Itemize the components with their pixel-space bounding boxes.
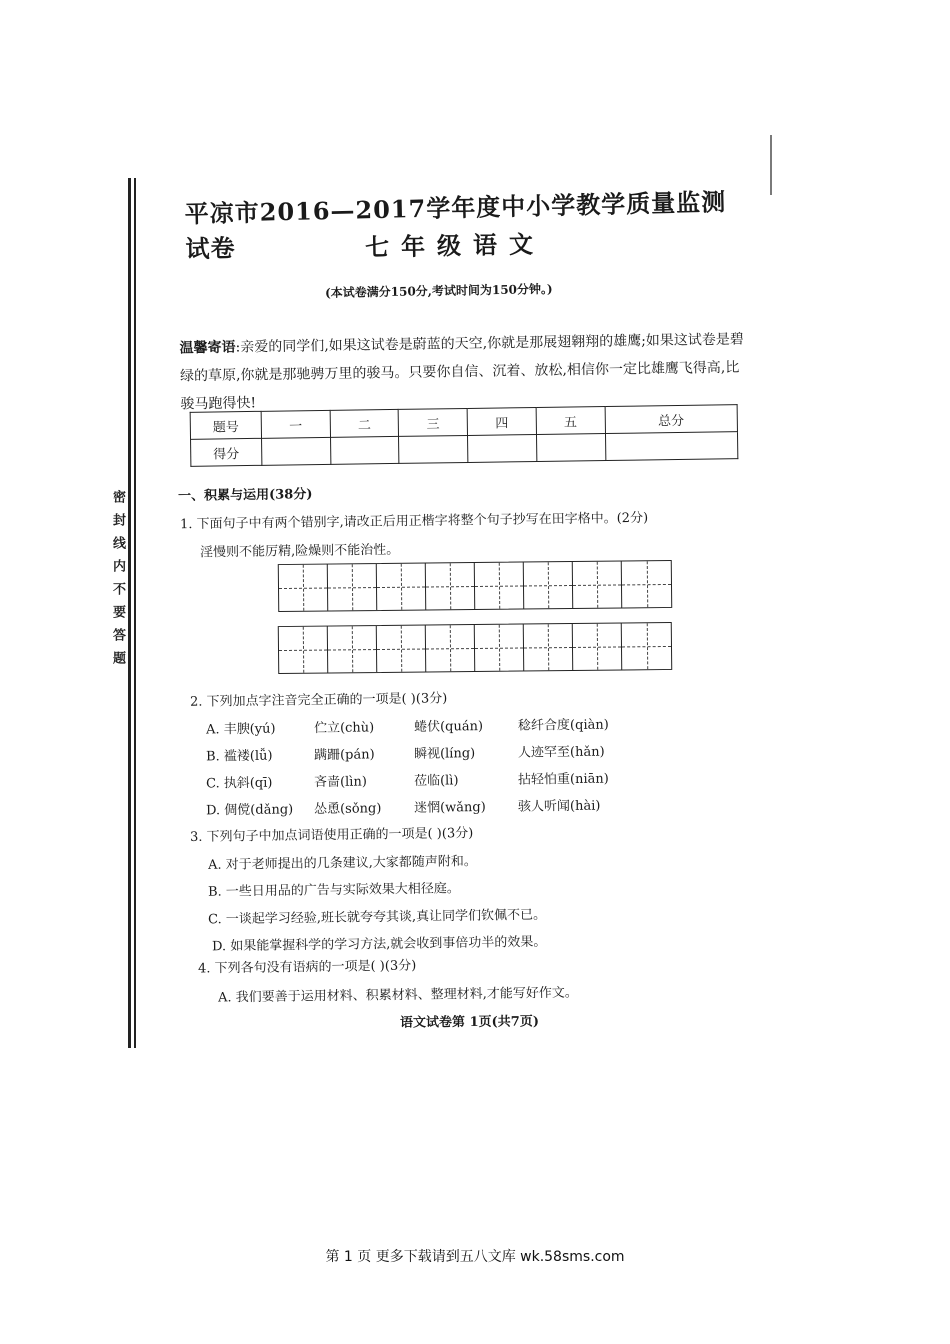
grid-cell[interactable] xyxy=(377,626,426,673)
q2-b-1: B. 褴褛(lǚ) xyxy=(205,748,273,765)
score-table xyxy=(190,404,739,467)
q2-b-4: 人迹罕至(hǎn) xyxy=(517,744,605,761)
exam-subject: 七年级语文 xyxy=(364,229,546,262)
grid-cell[interactable] xyxy=(622,623,671,670)
q2-d-2: 怂恿(sǒng) xyxy=(313,801,382,818)
exam-note: (本试卷满分150分,考试时间为150分钟。) xyxy=(324,282,553,300)
grid-cell[interactable] xyxy=(475,562,524,609)
q2-a-2: 伫立(chù) xyxy=(313,720,375,737)
row-header-number: 题号 xyxy=(190,411,261,439)
writing-grid-row-1[interactable] xyxy=(278,560,672,612)
grid-cell[interactable] xyxy=(377,564,426,611)
q2-a-4: 稔纤合度(qiàn) xyxy=(517,717,609,734)
q3-option-a: A. 对于老师提出的几条建议,大家都随声附和。 xyxy=(207,854,477,873)
grid-cell[interactable] xyxy=(328,626,377,673)
q2-a-1: A. 丰腴(yú) xyxy=(205,721,276,738)
q3-option-d: D. 如果能掌握科学的学习方法,就会收到事倍功半的效果。 xyxy=(211,934,547,955)
q2-b-2: 蹒跚(pán) xyxy=(313,747,375,764)
q2-prompt: 2. 下列加点字注音完全正确的一项是( )(3分) xyxy=(189,691,448,710)
q1-prompt: 1. 下面句子中有两个错别字,请改正后用正楷字将整个句子抄写在田字格中。(2分) xyxy=(179,510,649,533)
grid-cell[interactable] xyxy=(524,562,573,609)
q4-prompt: 4. 下列各句没有语病的一项是( )(3分) xyxy=(197,958,417,977)
q2-c-4: 拈轻怕重(niān) xyxy=(517,771,609,788)
q2-b-3: 瞬视(líng) xyxy=(413,746,476,762)
q2-d-4: 骇人听闻(hài) xyxy=(517,798,601,815)
writing-grid-row-2[interactable] xyxy=(278,622,672,674)
score-cell[interactable] xyxy=(330,436,399,464)
page-number: 语文试卷第 1页(共7页) xyxy=(399,1014,540,1031)
score-cell[interactable] xyxy=(399,435,468,463)
col-3: 三 xyxy=(399,408,468,436)
col-5: 五 xyxy=(536,407,605,435)
intro-text: :亲爱的同学们,如果这试卷是蔚蓝的天空,你就是那展翅翱翔的雄鹰;如果这试卷是碧绿的草原,你就是那驰骋万里的骏马。只要你自信、沉着、放松,相信你一定比雄鹰飞得高,比骏马跑得快! xyxy=(179,331,744,413)
score-cell[interactable] xyxy=(262,437,331,465)
score-cell[interactable] xyxy=(605,432,738,461)
q2-a-3: 蜷伏(quán) xyxy=(413,719,484,735)
download-footer: 第 1 页 更多下载请到五八文库 wk.58sms.com xyxy=(325,1249,625,1265)
q2-c-2: 吝啬(lìn) xyxy=(313,774,367,791)
grid-cell[interactable] xyxy=(475,624,524,671)
grid-cell[interactable] xyxy=(426,563,475,610)
col-4: 四 xyxy=(467,407,536,435)
row-header-score: 得分 xyxy=(191,438,262,466)
score-cell[interactable] xyxy=(536,434,605,462)
q2-d-3: 迷惘(wǎng) xyxy=(413,799,486,816)
q1-sentence: 淫慢则不能厉精,险燥则不能治性。 xyxy=(199,542,400,561)
page-edge-line xyxy=(770,135,772,195)
col-2: 二 xyxy=(330,409,399,437)
grid-cell[interactable] xyxy=(573,623,622,670)
seal-line-notice: 密封线内不要答题 xyxy=(110,490,125,674)
score-cell[interactable] xyxy=(468,434,537,462)
grid-cell[interactable] xyxy=(279,627,328,674)
q3-option-b: B. 一些日用品的广告与实际效果大相径庭。 xyxy=(207,881,460,900)
grid-cell[interactable] xyxy=(524,624,573,671)
col-total: 总分 xyxy=(605,405,738,434)
grid-cell[interactable] xyxy=(279,565,328,612)
q4-option-a: A. 我们要善于运用材料、积累材料、整理材料,才能写好作文。 xyxy=(217,985,578,1006)
q2-d-1: D. 倜傥(dǎng) xyxy=(205,802,294,819)
q3-option-c: C. 一谈起学习经验,班长就夸夸其谈,真让同学们钦佩不已。 xyxy=(207,907,547,928)
binding-line-inner xyxy=(134,178,136,1048)
q2-c-1: C. 执斜(qī) xyxy=(205,775,273,792)
grid-cell[interactable] xyxy=(573,561,622,608)
section-title: 一、积累与运用(38分) xyxy=(177,487,313,504)
grid-cell[interactable] xyxy=(622,561,671,608)
grid-cell[interactable] xyxy=(426,625,475,672)
grid-cell[interactable] xyxy=(328,564,377,611)
q2-c-3: 莅临(lì) xyxy=(413,773,459,789)
q3-prompt: 3. 下列句子中加点词语使用正确的一项是( )(3分) xyxy=(189,826,474,845)
exam-title: 平凉市2016—2017学年度中小学教学质量监测试卷 xyxy=(184,187,727,264)
intro-label: 温馨寄语 xyxy=(179,339,236,357)
col-1: 一 xyxy=(261,410,330,438)
